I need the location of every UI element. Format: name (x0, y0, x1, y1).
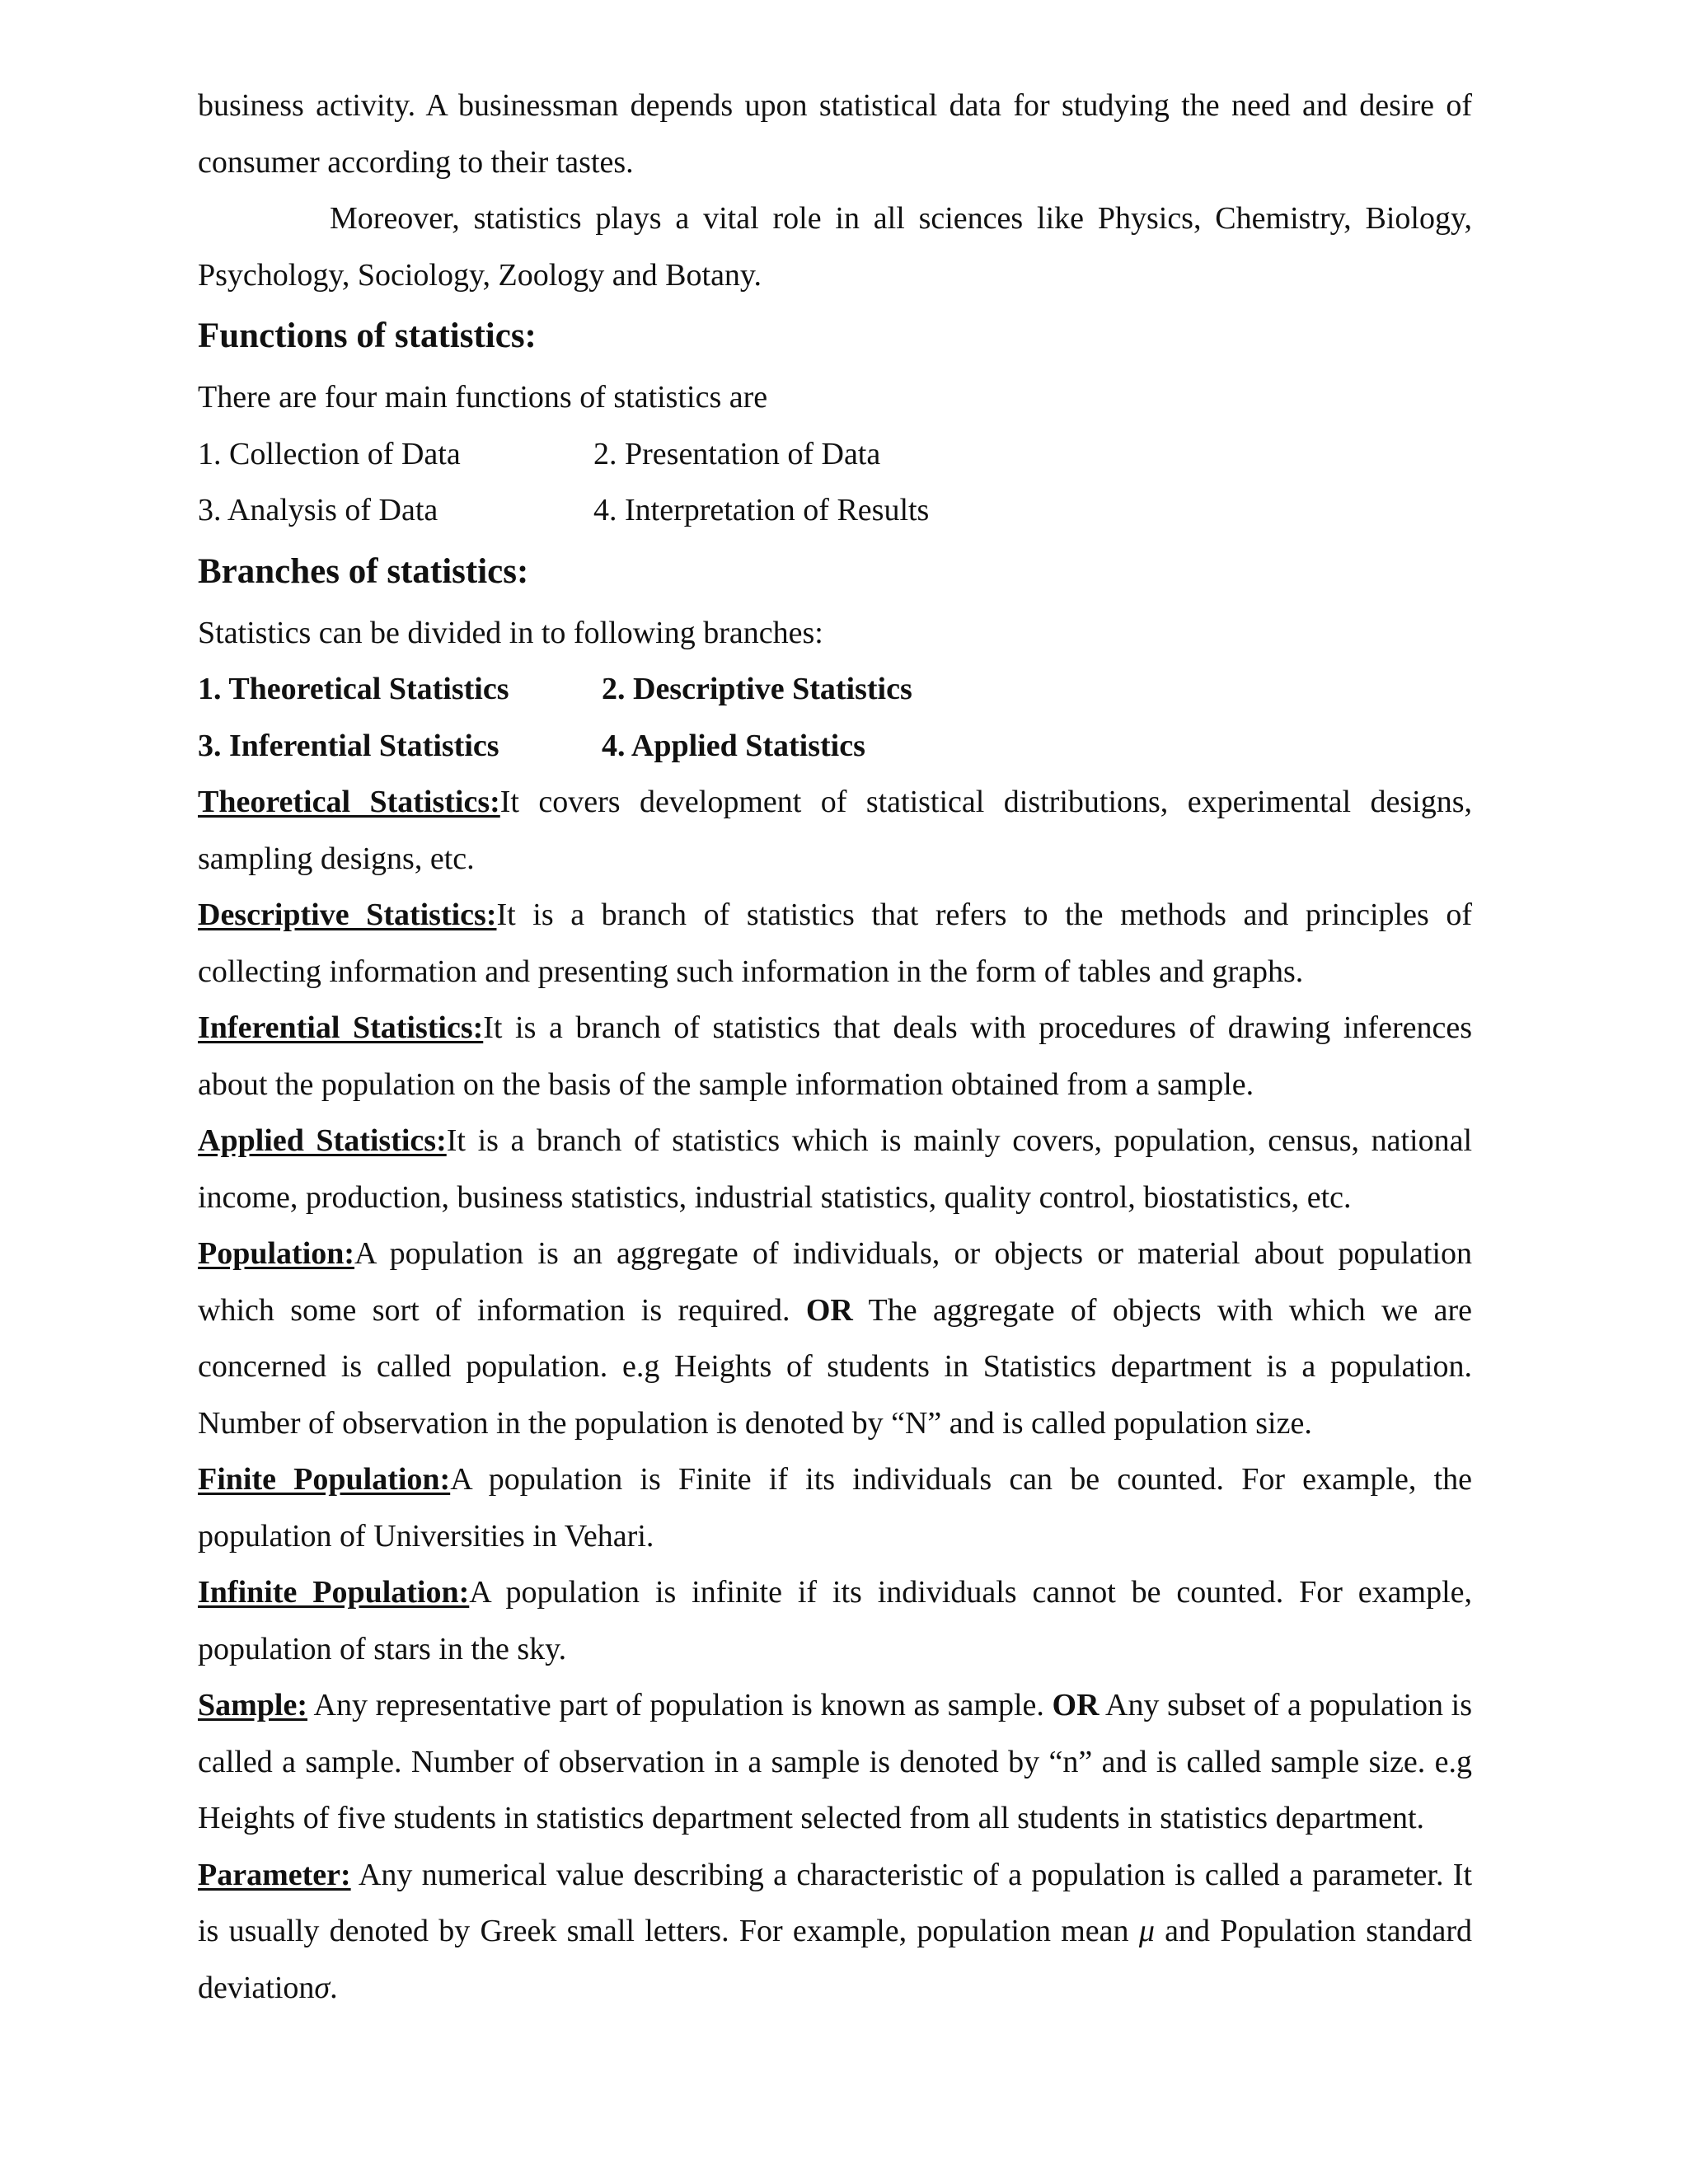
sigma-symbol: σ (314, 1970, 331, 2005)
definition-infinite-population (198, 1564, 1472, 1677)
definition-term: Inferential Statistics: (198, 1010, 484, 1045)
definition-text: It is a branch of statistics which is mainly covers, population, census, national income, production, business statistics, industrial statistics, quality control, biostatistics, etc. (198, 1123, 1473, 1215)
mu-symbol: μ (1138, 1914, 1155, 1948)
sample-text-2: Any subset of a population is called a sample. Number of observation in a sample is denoted by “n” and is called sample size. e.g Heights of five students in statistics department selected from all students in statistics department. (198, 1688, 1472, 1835)
function-item-4: 4. Interpretation of Results (593, 493, 930, 527)
definition-applied (198, 1113, 1472, 1226)
function-item-2: 2. Presentation of Data (593, 436, 881, 471)
branches-row-1 (198, 661, 1472, 718)
branches-heading: Branches of statistics: (198, 551, 529, 591)
sample-or: OR (1052, 1688, 1100, 1722)
functions-row-1 (198, 426, 1472, 483)
intro-paragraph-2: Moreover, statistics plays a vital role in all sciences like Physics, Chemistry, Biology, Psychology, Sociology, Zoology and Botany. (198, 201, 1472, 293)
branch-item-3: 3. Inferential Statistics (198, 728, 499, 763)
branches-intro: Statistics can be divided in to following branches: (198, 615, 823, 650)
definition-sample (198, 1677, 1472, 1847)
branch-item-4: 4. Applied Statistics (602, 728, 865, 763)
infinite-term: Infinite Population: (198, 1575, 470, 1610)
finite-term: Finite Population: (198, 1462, 451, 1497)
functions-heading: Functions of statistics: (198, 316, 537, 355)
functions-row-2 (198, 482, 1472, 539)
functions-intro: There are four main functions of statistics are (198, 380, 768, 415)
sample-text-1: Any representative part of population is known as sample. (313, 1688, 1044, 1722)
definition-inferential (198, 1000, 1472, 1113)
definition-population (198, 1226, 1472, 1451)
parameter-text-1: Any numerical value describing a characteristic of a population is called a parameter. It is usually denoted by Greek small letters. For example, population mean (198, 1857, 1472, 1948)
branch-item-1: 1. Theoretical Statistics (198, 672, 509, 706)
population-term: Population: (198, 1236, 355, 1271)
intro-paragraph-1: business activity. A businessman depends upon statistical data for studying the need and desire of consumer according to their tastes. (198, 88, 1472, 180)
finite-text: A population is Finite if its individuals can be counted. For example, the population of Universities in Vehari. (198, 1462, 1472, 1554)
definition-term: Theoretical Statistics: (198, 785, 500, 819)
definition-text: It is a branch of statistics that deals with procedures of drawing inferences about the population on the basis of the sample information obtained from a sample. (198, 1010, 1472, 1102)
parameter-text-2: and Population standard deviation (198, 1914, 1472, 2005)
branches-row-2 (198, 718, 1472, 775)
definition-descriptive (198, 887, 1472, 1000)
definition-term: Applied Statistics: (198, 1123, 447, 1158)
definition-theoretical (198, 774, 1472, 887)
sample-term: Sample: (198, 1688, 307, 1722)
definition-text: It is a branch of statistics that refers to the methods and principles of collecting information and presenting such information in the form of tables and graphs. (198, 898, 1472, 989)
parameter-term: Parameter: (198, 1857, 351, 1892)
definition-text: It covers development of statistical distributions, experimental designs, sampling designs, etc. (198, 785, 1473, 876)
population-text-1: A population is an aggregate of individuals, or objects or material about population which some sort of information is required. (198, 1236, 1472, 1328)
infinite-text: A population is infinite if its individuals cannot be counted. For example, population of stars in the sky. (198, 1575, 1472, 1666)
population-text-2: The aggregate of objects with which we are concerned is called population. e.g Heights of students in Statistics department is a population. Number of observation in the population is denoted by “N” and is called population size. (198, 1292, 1472, 1441)
population-or: OR (805, 1292, 853, 1328)
definition-parameter (198, 1847, 1472, 2017)
document-page (198, 77, 1472, 2016)
definition-term: Descriptive Statistics: (198, 898, 497, 932)
parameter-end: . (330, 1970, 338, 2005)
branch-item-2: 2. Descriptive Statistics (602, 672, 912, 706)
function-item-3: 3. Analysis of Data (198, 493, 438, 527)
function-item-1: 1. Collection of Data (198, 436, 461, 471)
definition-finite-population (198, 1451, 1472, 1564)
